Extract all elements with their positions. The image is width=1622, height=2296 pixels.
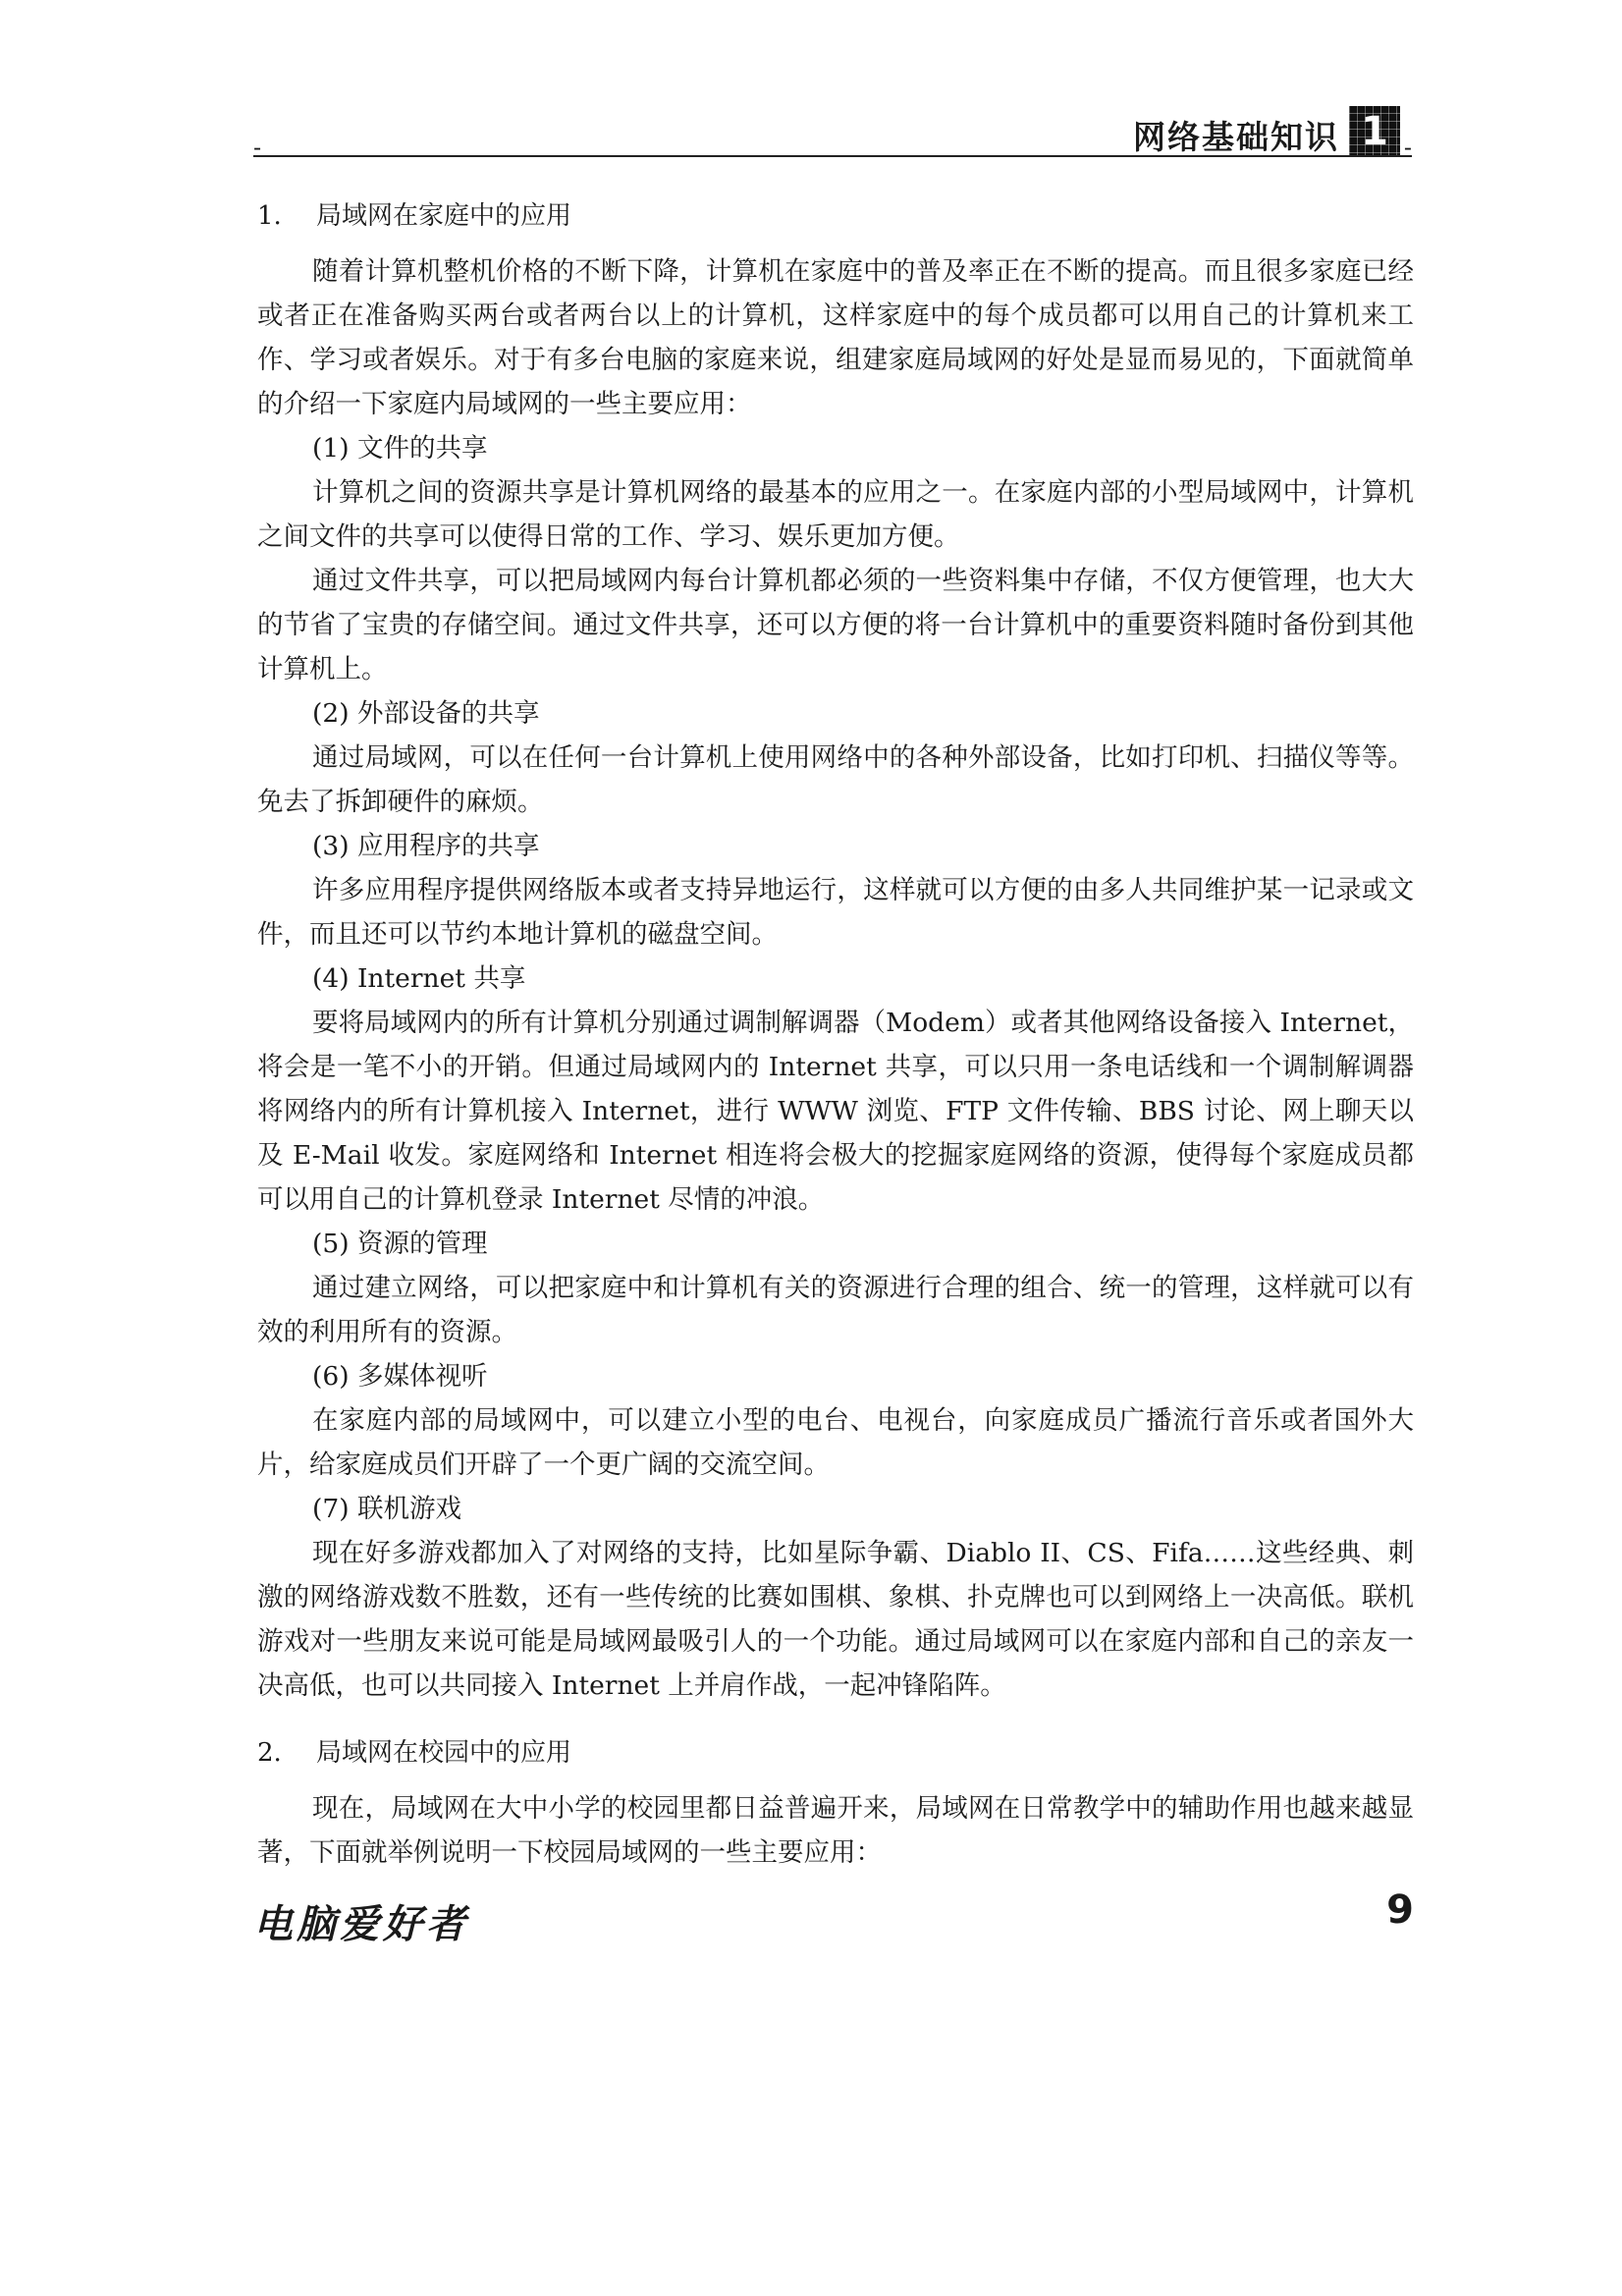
header-left-mark: - [253,134,262,161]
header-right-mark: - [1403,134,1412,161]
list-item-heading: (3) 应用程序的共享 [312,831,540,861]
paragraph: 现在好多游戏都加入了对网络的支持，比如星际争霸、Diablo II、CS、Fifa……这些经典、刺激的网络游戏数不胜数，还有一些传统的比赛如围棋、象棋、扑克牌也可以到网络上一决高低。联机游戏对一些朋友来说可能是局域网最吸引人的一个功能。通过局域网可以在家庭内部和自己的亲友一决高低，也可以共同接入 Internet 上并肩作战，一起冲锋陷阵。 [257,1538,1414,1701]
header-chapter-title: 网络基础知识 [1133,118,1339,156]
section-heading-1 [257,196,1414,249]
paragraph: 通过建立网络，可以把家庭中和计算机有关的资源进行合理的组合、统一的管理，这样就可以有效的利用所有的资源。 [257,1273,1414,1347]
list-item-heading: (1) 文件的共享 [312,433,488,464]
publisher-logo: 电脑爱好者 [253,1901,469,1947]
header-rule [253,155,1412,157]
list-item-heading: (6) 多媒体视听 [312,1361,488,1392]
page-number: 9 [1386,1887,1414,1933]
section-title: 局域网在家庭中的应用 [316,201,572,231]
paragraph: 通过文件共享，可以把局域网内每台计算机都必须的一些资料集中存储，不仅方便管理，也大大的节省了宝贵的存储空间。通过文件共享，还可以方便的将一台计算机中的重要资料随时备份到其他计算机上。 [257,566,1414,684]
paragraph: 现在，局域网在大中小学的校园里都日益普遍开来，局域网在日常教学中的辅助作用也越来越显著，下面就举例说明一下校园局域网的一些主要应用： [257,1793,1414,1868]
paragraph: 要将局域网内的所有计算机分别通过调制解调器（Modem）或者其他网络设备接入 Internet，将会是一笔不小的开销。但通过局域网内的 Internet 共享，可以只用一条电话线和一个调制解调器将网络内的所有计算机接入 Internet，进行 WWW 浏览、FTP 文件传输、BBS 讨论、网上聊天以及 E-Mail 收发。家庭网络和 Internet 相连将会极大的挖掘家庭网络的资源，使得每个家庭成员都可以用自己的计算机登录 Internet 尽情的冲浪。 [257,1008,1414,1215]
section-number: 2. [257,1738,282,1768]
running-header [253,108,1412,161]
list-item-heading: (7) 联机游戏 [312,1494,461,1524]
section-heading-2 [257,1733,1414,1786]
paragraph: 在家庭内部的局域网中，可以建立小型的电台、电视台，向家庭成员广播流行音乐或者国外大片，给家庭成员们开辟了一个更广阔的交流空间。 [257,1405,1414,1480]
paragraph: 许多应用程序提供网络版本或者支持异地运行，这样就可以方便的由多人共同维护某一记录或文件，而且还可以节约本地计算机的磁盘空间。 [257,875,1414,950]
section-title: 局域网在校园中的应用 [316,1738,572,1768]
paragraph: 随着计算机整机价格的不断下降，计算机在家庭中的普及率正在不断的提高。而且很多家庭已经或者正在准备购买两台或者两台以上的计算机，这样家庭中的每个成员都可以用自己的计算机来工作、学习或者娱乐。对于有多台电脑的家庭来说，组建家庭局域网的好处是显而易见的，下面就简单的介绍一下家庭内局域网的一些主要应用： [257,256,1414,419]
list-item-heading: (2) 外部设备的共享 [312,698,540,729]
paragraph: 通过局域网，可以在任何一台计算机上使用网络中的各种外部设备，比如打印机、扫描仪等等。免去了拆卸硬件的麻烦。 [257,742,1414,817]
section-number: 1. [257,201,282,231]
list-item-heading: (5) 资源的管理 [312,1229,488,1259]
chapter-number-badge: 1 [1349,106,1400,157]
page-body [257,196,1414,1875]
spacer [257,1708,1414,1733]
paragraph: 计算机之间的资源共享是计算机网络的最基本的应用之一。在家庭内部的小型局域网中，计算机之间文件的共享可以使得日常的工作、学习、娱乐更加方便。 [257,477,1414,552]
list-item-heading: (4) Internet 共享 [312,963,526,994]
